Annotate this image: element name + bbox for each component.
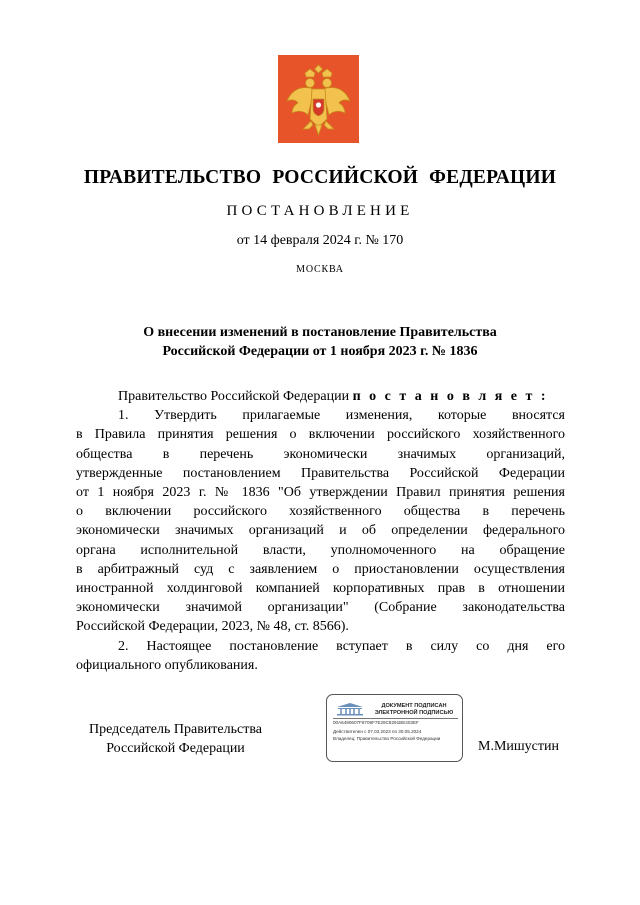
stamp-owner: Владелец: Правительство Российской Федерации	[333, 736, 441, 741]
item-1-line: в арбитражный суд с заявлением о приостановлении осуществления	[76, 561, 565, 577]
document-date: от 14 февраля 2024 г. № 170	[236, 233, 404, 248]
item-1-line: в Правила принятия решения о включении российского хозяйственного	[76, 427, 565, 443]
item-1-line: утвержденные постановлением Правительства Российской Федерации	[76, 465, 565, 481]
subject-line: О внесении изменений в постановление Правительства	[143, 325, 497, 340]
document-type: ПОСТАНОВЛЕНИЕ	[226, 203, 414, 219]
item-1-line: 1. Утвердить прилагаемые изменения, которые вносятся	[118, 408, 565, 424]
government-title: ПРАВИТЕЛЬСТВО РОССИЙСКОЙ ФЕДЕРАЦИИ	[83, 167, 557, 188]
stamp-title-line: ДОКУМЕНТ ПОДПИСАН	[381, 703, 447, 709]
stamp-validity: Действителен с 07.03.2023 по 30.05.2024	[333, 729, 422, 734]
item-1-line: иностранной холдинговой компанией корпоративных прав в отношении	[76, 581, 565, 597]
signatory-name: М.Мишустин	[478, 739, 559, 754]
document-city: МОСКВА	[296, 264, 344, 275]
intro-subject: Правительство Российской Федерации	[118, 389, 350, 404]
signatory-position	[78, 720, 273, 758]
stamp-certificate: 00A6490607F8709F7E29C8291BE403EF	[333, 720, 419, 725]
position-line: Российской Федерации	[106, 741, 245, 756]
position-line: Председатель Правительства	[89, 722, 262, 737]
intro-verb: п о с т а н о в л я е т :	[352, 389, 549, 404]
item-2-line: 2. Настоящее постановление вступает в силу со дня его	[118, 638, 565, 654]
stamp-title	[371, 703, 457, 717]
intro-paragraph	[76, 387, 565, 406]
item-1-line: экономически значимых организаций и об определении федерального	[76, 523, 565, 539]
item-1-line: общества в перечень экономически значимых организаций,	[76, 446, 565, 462]
item-1-line: органа исполнительной власти, уполномоченного на обращение	[76, 542, 565, 558]
item-1-line: от 1 ноября 2023 г. № 1836 "Об утверждении Правил принятия решения	[76, 485, 565, 501]
item-1-line: экономически значимой организации" (Собрание законодательства	[76, 600, 565, 616]
item-1-line: о включении российского хозяйственного общества в перечень	[76, 504, 565, 520]
electronic-signature-stamp	[326, 694, 463, 762]
coat-of-arms-icon	[278, 55, 359, 143]
item-1-line: Российской Федерации, 2023, № 48, ст. 8566).	[76, 619, 349, 635]
document-body	[76, 387, 565, 675]
stamp-divider	[333, 718, 458, 719]
subject-line: Российской Федерации от 1 ноября 2023 г. № 1836	[162, 344, 478, 359]
government-building-icon	[335, 702, 365, 716]
document-subject	[100, 323, 540, 361]
item-2-line: официального опубликования.	[76, 657, 258, 673]
stamp-title-line: ЭЛЕКТРОННОЙ ПОДПИСЬЮ	[374, 710, 454, 716]
